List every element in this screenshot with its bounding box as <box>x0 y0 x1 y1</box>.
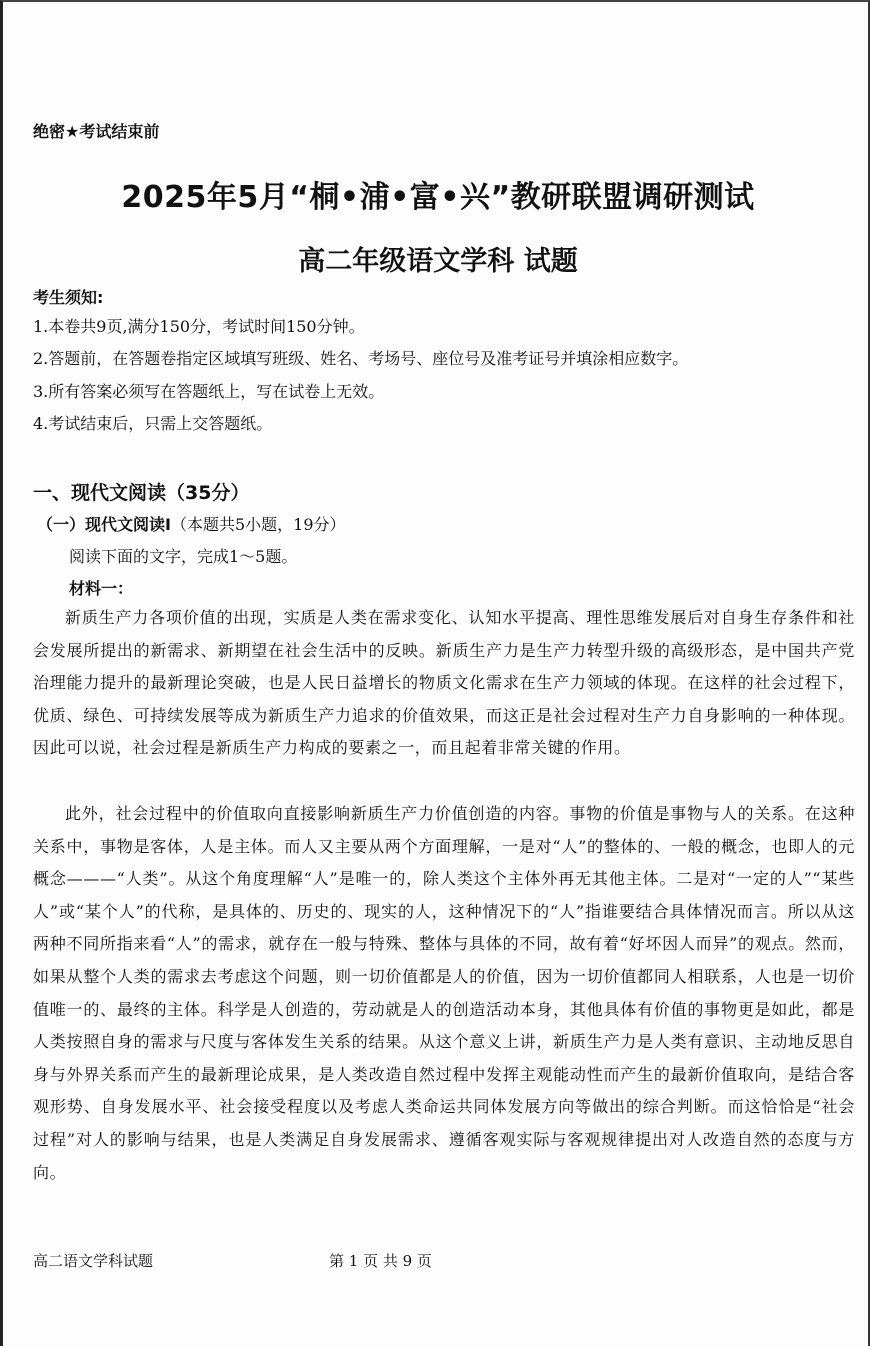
notice-item-1: 1.本卷共9页,满分150分，考试时间150分钟。 <box>33 317 365 336</box>
paragraph-1: 新质生产力各项价值的出现，实质是人类在需求变化、认知水平提高、理性思维发展后对自身生存条件和社会发展所提出的新需求、新期望在社会生活中的反映。新质生产力是生产力转型升级的高级形态，是中国共产党治理能力提升的最新理论突破，也是人民日益增长的物质文化需求在生产力领域的体现。在这样的社会过程下，优质、绿色、可持续发展等成为新质生产力追求的价值效果，而这正是社会过程对生产力自身影响的一种体现。因此可以说，社会过程是新质生产力构成的要素之一，而且起着非常关键的作用。 <box>33 608 855 758</box>
notice-heading: 考生须知: <box>33 288 104 307</box>
exam-subtitle: 高二年级语文学科 试题 <box>298 246 578 277</box>
footer-page-number: 第 1 页 共 9 页 <box>329 1252 432 1270</box>
confidential-label: 绝密★考试结束前 <box>33 122 160 141</box>
notice-item-2: 2.答题前，在答题卷指定区域填写班级、姓名、考场号、座位号及准考证号并填涂相应数字。 <box>33 349 689 368</box>
material-label: 材料一： <box>69 579 134 598</box>
section-heading: 一、现代文阅读（35分） <box>33 482 250 504</box>
reading-instruction: 阅读下面的文字，完成1～5题。 <box>69 547 298 566</box>
notice-item-4: 4.考试结束后，只需上交答题纸。 <box>33 414 273 433</box>
footer-subject: 高二语文学科试题 <box>33 1252 154 1270</box>
subsection-note: （本题共5小题，19分） <box>170 515 346 534</box>
paragraph-2: 此外，社会过程中的价值取向直接影响新质生产力价值创造的内容。事物的价值是事物与人的关系。在这种关系中，事物是客体，人是主体。而人又主要从两个方面理解，一是对“人”的整体的、一般的概念，也即人的元概念———“人类”。从这个角度理解“人”是唯一的，除人类这个主体外再无其他主体。二是对“一定的人”“某些人”或“某个人”的代称，是具体的、历史的、现实的人，这种情况下的“人”指谁要结合具体情况而言。所以从这两种不同所指来看“人”的需求，就存在一般与特殊、整体与具体的不同，故有着“好坏因人而异”的观点。然而，如果从整个人类的需求去考虑这个问题，则一切价值都是人的价值，因为一切价值都同人相联系，人也是一切价值唯一的、最终的主体。科学是人创造的，劳动就是人的创造活动本身，其他具体有价值的事物更是如此，都是人类按照自身的需求与尺度与客体发生关系的结果。从这个意义上讲，新质生产力是人类有意识、主动地反思自身与外界关系而产生的最新理论成果，是人类改造自然过程中发挥主观能动性而产生的最新价值取向，是结合客观形势、自身发展水平、社会接受程度以及考虑人类命运共同体发展方向等做出的综合判断。而这恰恰是“社会过程”对人的影响与结果，也是人类满足自身发展需求、遵循客观实际与客观规律提出对人改造自然的态度与方向。 <box>33 804 855 1182</box>
subsection-heading <box>37 512 346 535</box>
exam-title: 2025年5月“桐•浦•富•兴”教研联盟调研测试 <box>121 180 755 215</box>
subsection-name: （一）现代文阅读Ⅰ <box>37 515 171 534</box>
notice-item-3: 3.所有答案必须写在答题纸上，写在试卷上无效。 <box>33 382 385 401</box>
